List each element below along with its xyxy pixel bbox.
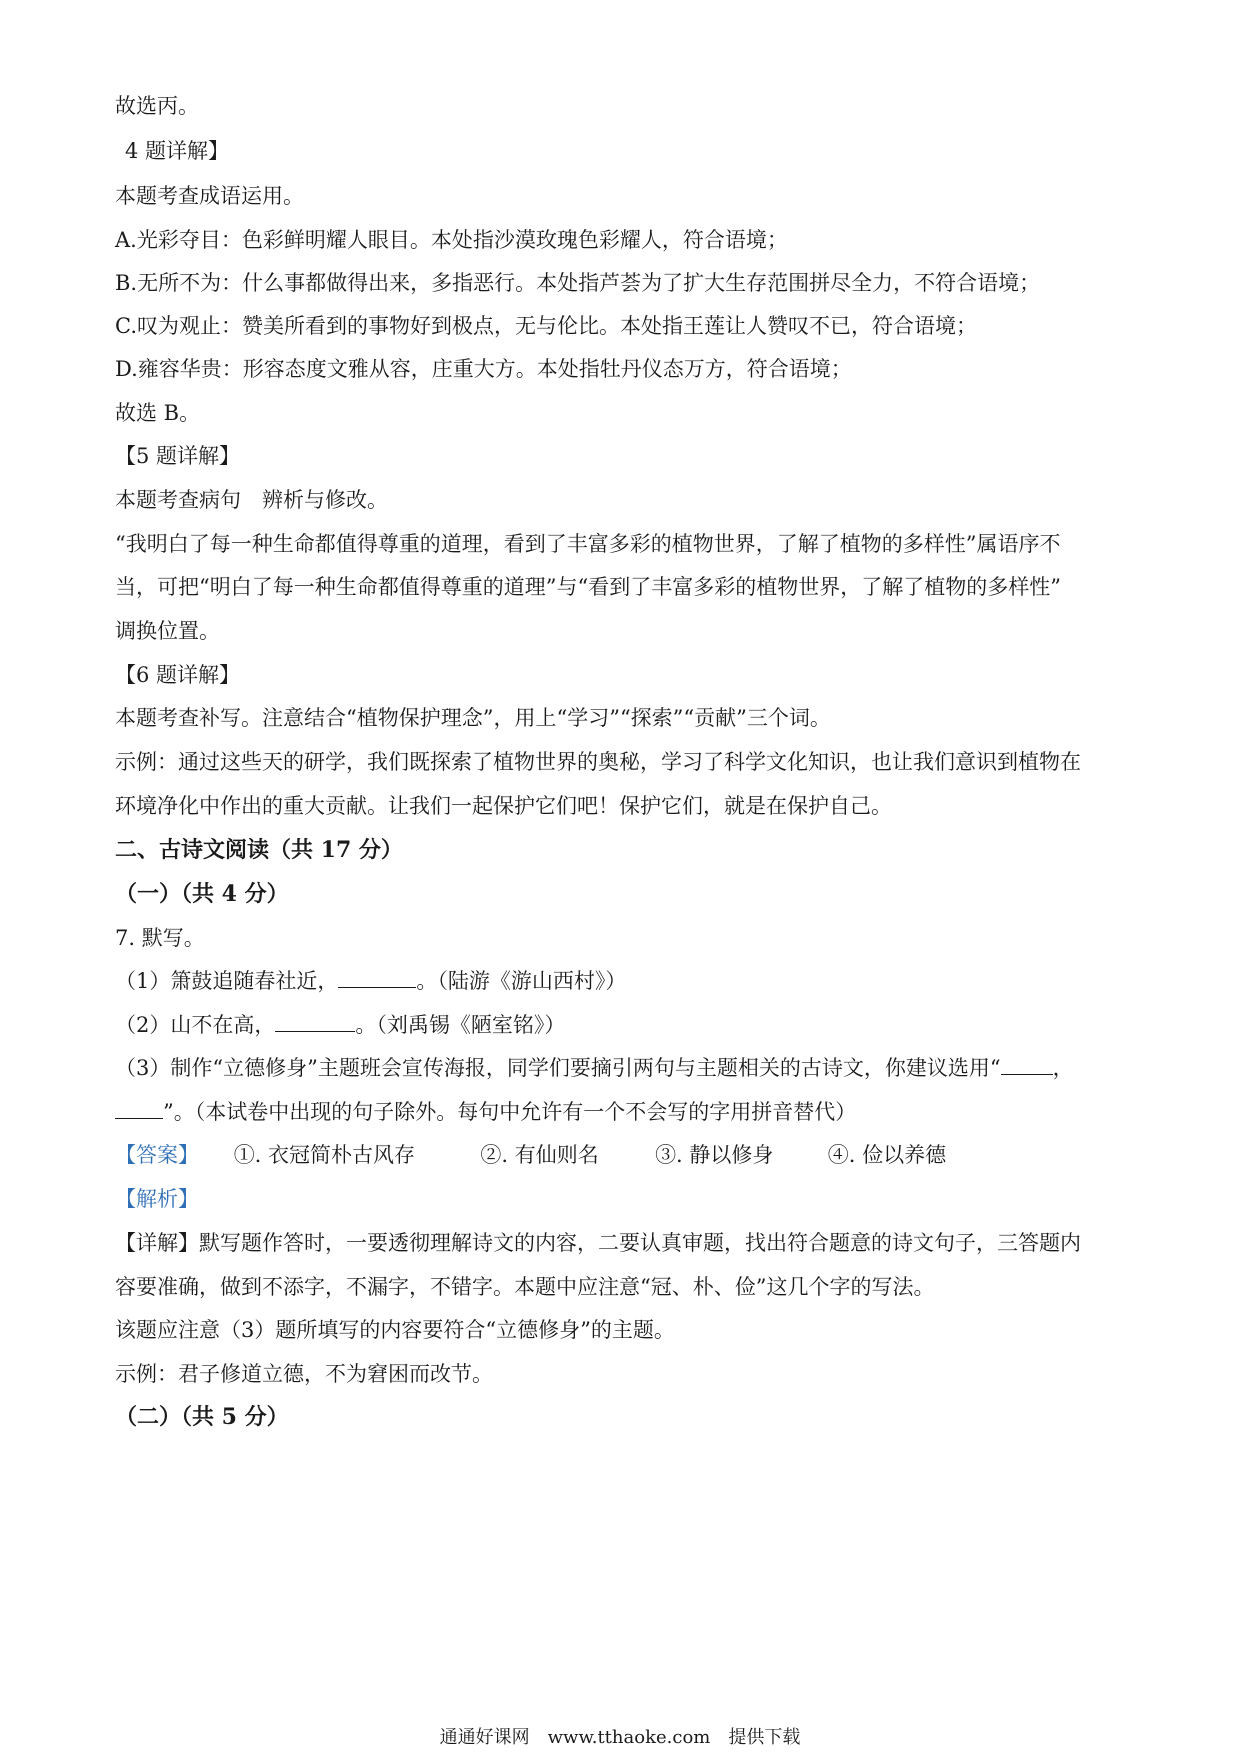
question-text: ”。（本试卷中出现的句子除外。每句中允许有一个不会写的字用拼音替代）	[163, 1100, 857, 1124]
text-line: 【详解】默写题作答时，一要透彻理解诗文的内容，二要认真审题，找出符合题意的诗文句子，三答题内	[115, 1231, 1081, 1255]
text-line: 环境净化中作出的重大贡献。让我们一起保护它们吧！保护它们，就是在保护自己。	[115, 794, 892, 818]
text-line: 本题考查成语运用。	[115, 184, 304, 208]
text-line: 示例：通过这些天的研学，我们既探索了植物世界的奥秘，学习了科学文化知识，也让我们意识到植物在	[115, 750, 1081, 774]
page-footer: 通通好课网 www.tthaoke.com 提供下载	[439, 1727, 801, 1748]
answer-row	[115, 1140, 1125, 1170]
question-item-3-cont	[115, 1097, 1125, 1127]
subsection-heading: （二）（共 5 分）	[115, 1404, 289, 1430]
text-line: 容要准确，做到不添字，不漏字，不错字。本题中应注意“冠、朴、俭”这几个字的写法。	[115, 1275, 935, 1299]
analysis-tag: 【解析】	[115, 1187, 199, 1211]
answer-item: ④. 俭以养德	[827, 1143, 947, 1167]
answer-blank	[275, 1011, 355, 1032]
answer-item: ①. 衣冠简朴古风存	[233, 1143, 416, 1167]
question-item-1	[115, 966, 1125, 996]
question-text: （2）山不在高，	[115, 1013, 276, 1037]
subsection-heading: （一）（共 4 分）	[115, 881, 289, 907]
answer-blank	[338, 967, 416, 988]
section-header: 【5 题详解】	[115, 444, 241, 468]
text-line: 本题考查补写。注意结合“植物保护理念”，用上“学习”“探索”“贡献”三个词。	[115, 706, 831, 730]
text-line: 当，可把“明白了每一种生命都值得尊重的道理”与“看到了丰富多彩的植物世界，了解了植物的多样性”	[115, 575, 1061, 599]
question-text: （3）制作“立德修身”主题班会宣传海报，同学们要摘引两句与主题相关的古诗文，你建议选用“	[115, 1056, 1001, 1080]
answer-item: ②. 有仙则名	[480, 1143, 599, 1167]
question-text: （1）箫鼓追随春社近，	[115, 969, 339, 993]
text-line: A.光彩夺目：色彩鲜明耀人眼目。本处指沙漠玫瑰色彩耀人，符合语境；	[115, 228, 788, 252]
text-line: 本题考查病句 辨析与修改。	[115, 488, 388, 512]
text-line: 故选 B。	[115, 401, 201, 425]
section-header: 【6 题详解】	[115, 663, 241, 687]
question-source: 。（陆游《游山西村》）	[416, 969, 627, 993]
text-line: “我明白了每一种生命都值得尊重的道理，看到了丰富多彩的植物世界，了解了植物的多样性”属语序不	[115, 532, 1061, 556]
text-line: C.叹为观止：赞美所看到的事物好到极点，无与伦比。本处指王莲让人赞叹不已，符合语境；	[115, 314, 977, 338]
text-line: 故选丙。	[115, 94, 199, 118]
question-source: 。（刘禹锡《陋室铭》）	[355, 1013, 566, 1037]
section-header: 4 题详解】	[125, 139, 230, 163]
question-title: 7. 默写。	[115, 926, 205, 950]
text-line: B.无所不为：什么事都做得出来，多指恶行。本处指芦荟为了扩大生存范围拼尽全力，不符合语境；	[115, 271, 1041, 295]
section-heading: 二、古诗文阅读（共 17 分）	[115, 837, 403, 863]
answer-item: ③. 静以修身	[655, 1143, 774, 1167]
answer-tag: 【答案】	[115, 1143, 199, 1167]
comma: ，	[1052, 1056, 1074, 1080]
answer-blank	[1001, 1054, 1053, 1075]
question-item-2	[115, 1010, 1125, 1040]
text-line: 该题应注意（3）题所填写的内容要符合“立德修身”的主题。	[115, 1318, 675, 1342]
text-line: 调换位置。	[115, 619, 220, 643]
text-line: D.雍容华贵：形容态度文雅从容，庄重大方。本处指牡丹仪态万方，符合语境；	[115, 357, 852, 381]
text-line: 示例：君子修道立德，不为窘困而改节。	[115, 1362, 493, 1386]
question-item-3	[115, 1053, 1125, 1083]
answer-blank	[115, 1098, 163, 1119]
